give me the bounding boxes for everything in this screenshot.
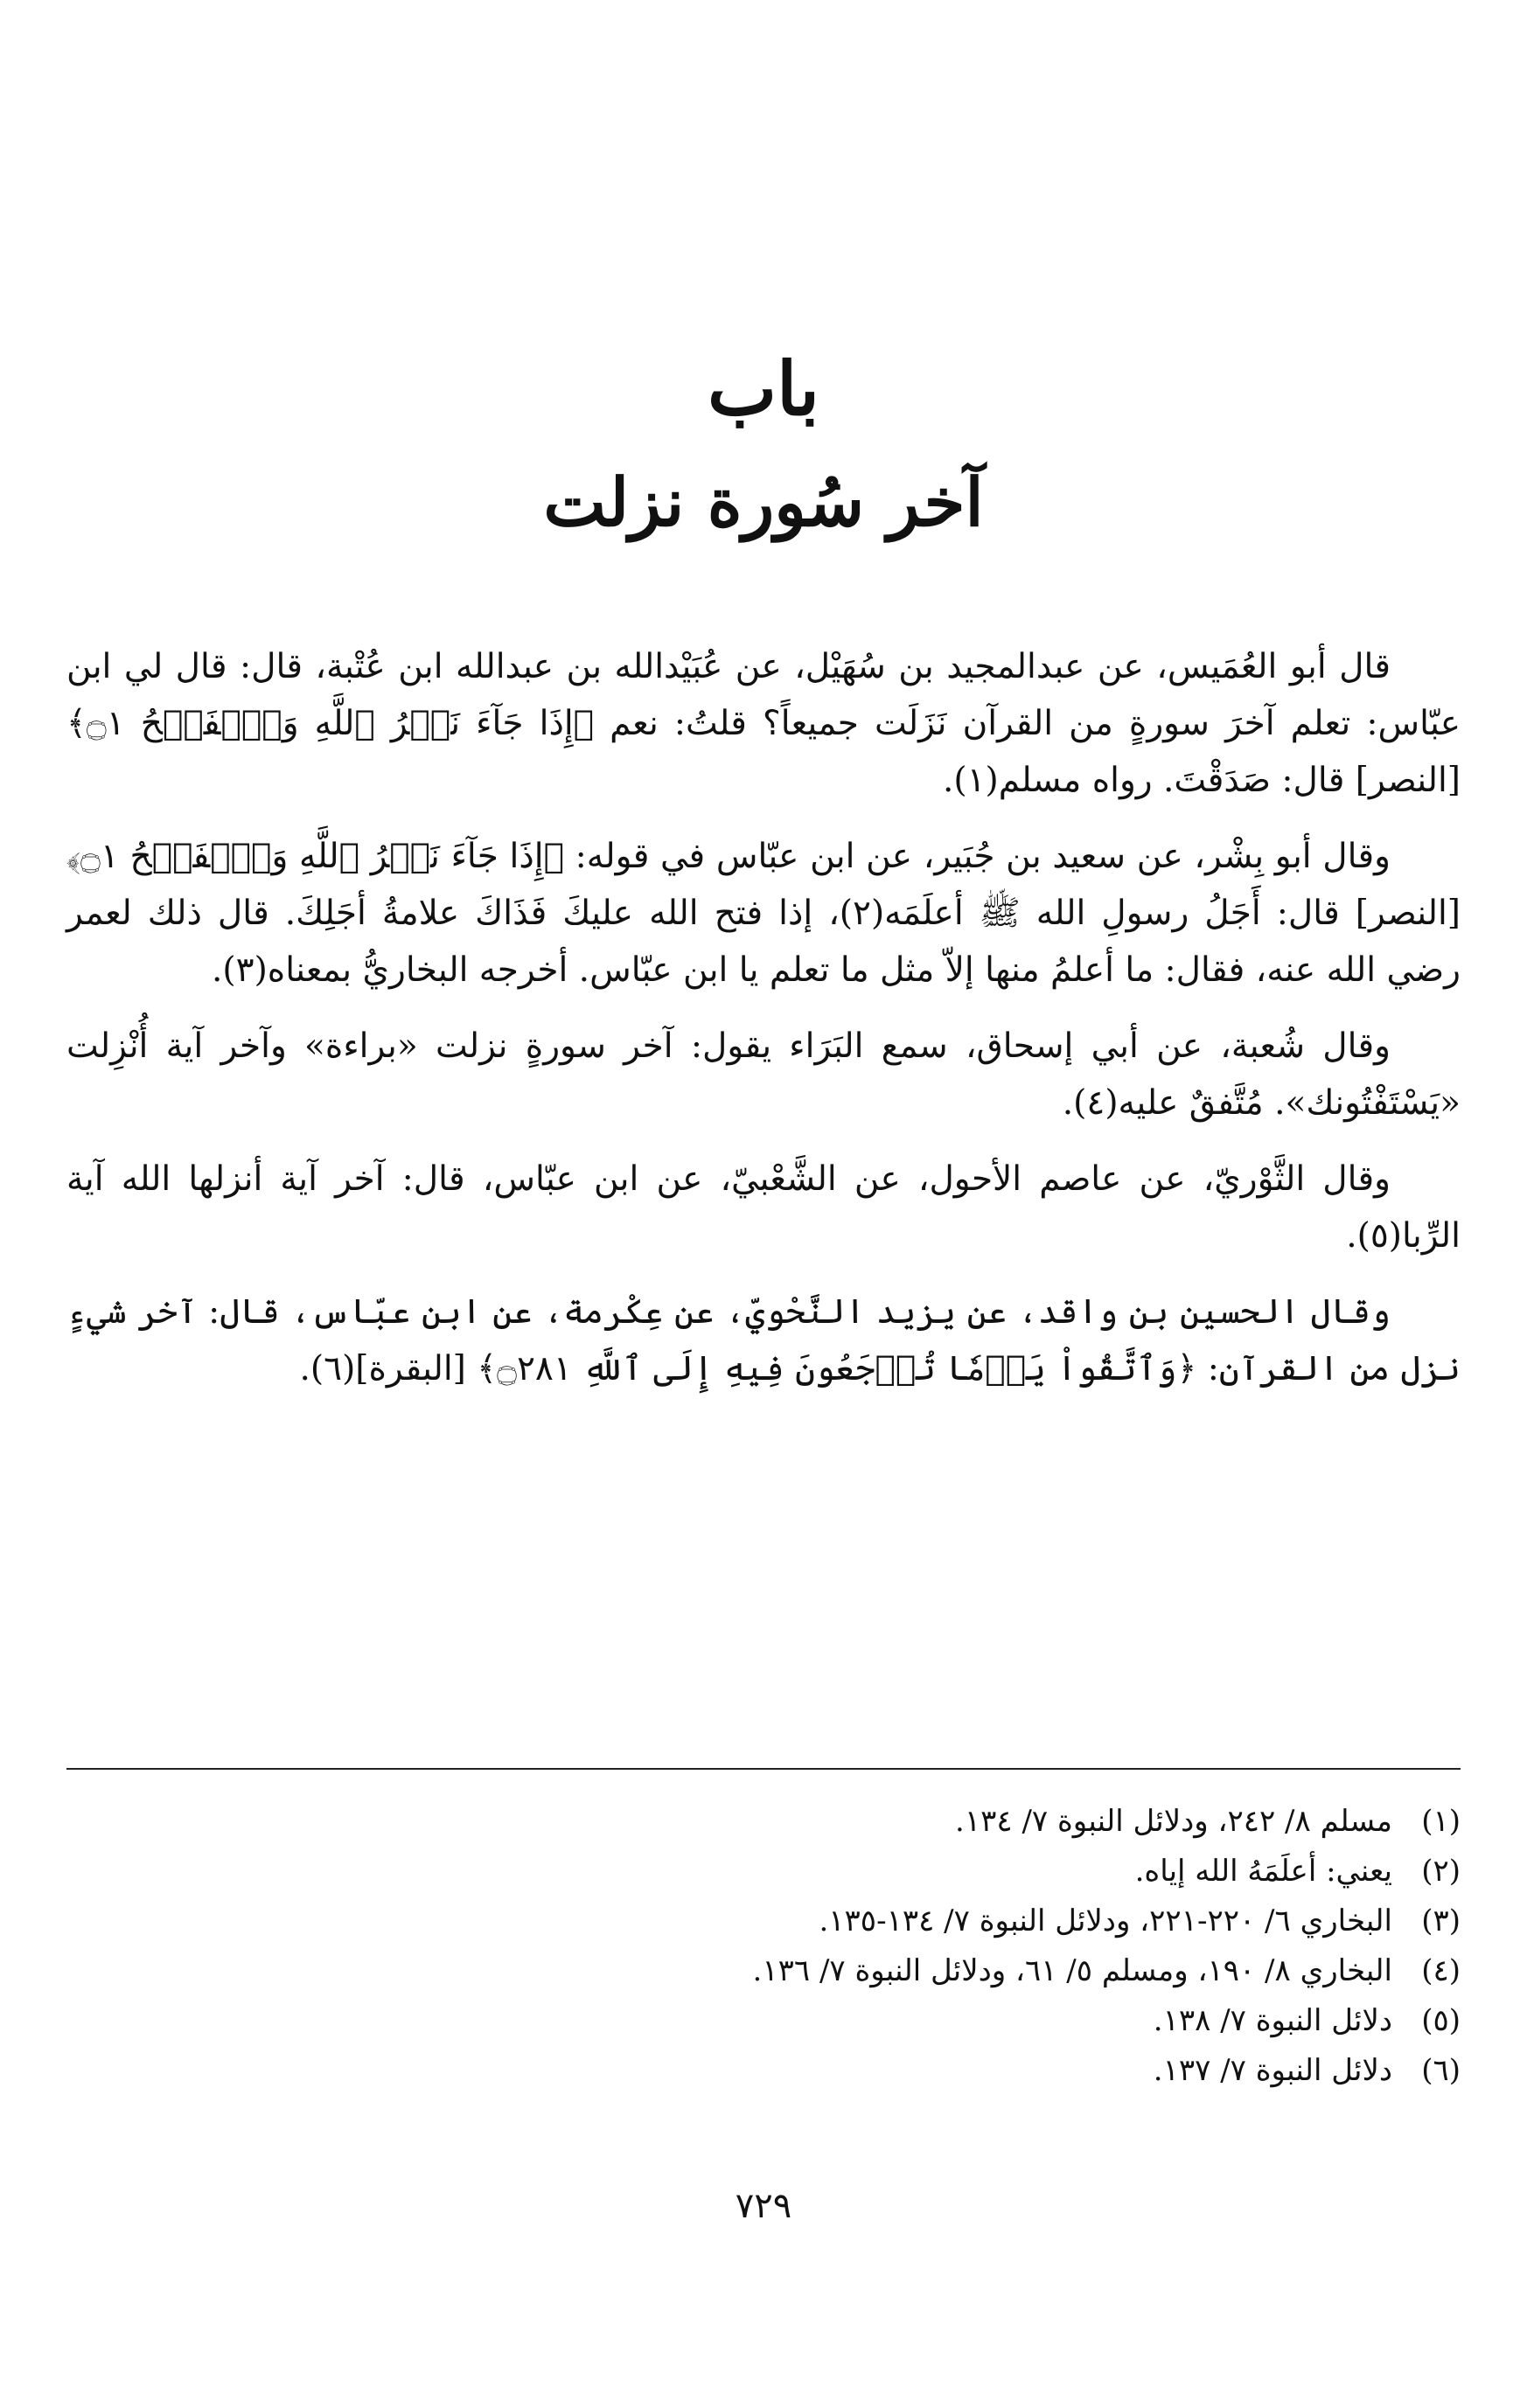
- footnotes: [66, 1797, 1461, 2096]
- footnote-number: (٢): [1421, 1854, 1461, 1889]
- chapter-heading: باب: [707, 345, 820, 432]
- paragraph: وقال أبو بِشْر، عن سعيد بن جُبَير، عن ابن عبّاس في قوله: ﴿إِذَا جَآءَ نَصۡرُ ٱللَّهِ وَٱلۡفَتۡحُ ۝١﴾ [النصر] قال: أَجَلُ رسولِ الله ﷺ أعلَمَه(٢)، إذا فتح الله عليكَ فَذَاكَ علامةُ أجَلِكَ. قال ذلك لعمر رضي الله عنه، فقال: ما أعلمُ منها إلاّ مثل ما تعلم يا ابن عبّاس. أخرجه البخاريُّ بمعناه(٣).: [66, 837, 1461, 990]
- paragraph: وقال الثَّوْريّ، عن عاصم الأحول، عن الشَّعْبيّ، عن ابن عبّاس، قال: آخر آية أنزلها الله آية الرِّبا(٥).: [66, 1159, 1461, 1256]
- footnote-text: يعني: أعلَمَهُ الله إياه.: [1134, 1854, 1392, 1889]
- main-text: [66, 638, 1461, 1416]
- footnote-number: (٤): [1421, 1953, 1461, 1988]
- footnote-number: (٦): [1421, 2053, 1461, 2088]
- footnote-text: البخاري ٨/ ١٩٠، ومسلم ٥/ ٦١، ودلائل النبوة ٧/ ١٣٦.: [752, 1953, 1392, 1988]
- chapter-subtitle: آخر سُورة نزلت: [543, 463, 984, 541]
- footnote-number: (٣): [1421, 1903, 1461, 1938]
- footnote: [66, 1797, 1461, 1847]
- footnote-divider: [66, 1768, 1461, 1770]
- footnote: [66, 1996, 1461, 2046]
- page-number: ٧٢٩: [735, 2186, 792, 2226]
- footnote: [66, 1946, 1461, 1996]
- footnote-number: (١): [1421, 1804, 1461, 1839]
- footnote: [66, 2046, 1461, 2096]
- footnote: [66, 1847, 1461, 1896]
- footnote-number: (٥): [1421, 2003, 1461, 2038]
- paragraph: وقال الحسين بن واقد، عن يزيد النَّحْويّ، عن عِكْرمة، عن ابن عبّاس، قال: آخر شيءٍ نزل من القرآن: ﴿وَٱتَّقُواْ يَوۡمٗا تُرۡجَعُونَ فِيهِ إِلَى ٱللَّهِ ۝٢٨١﴾ [البقرة](٦).: [66, 1292, 1461, 1388]
- paragraph: قال أبو العُمَيس، عن عبدالمجيد بن سُهَيْل، عن عُبَيْدالله بن عبدالله ابن عُتْبة، قال: قال لي ابن عبّاس: تعلم آخرَ سورةٍ من القرآن نَزَلَت جميعاً؟ قلتُ: نعم ﴿إِذَا جَآءَ نَصۡرُ ٱللَّهِ وَٱلۡفَتۡحُ ۝١﴾ [النصر] قال: صَدَقْتَ. رواه مسلم(١).: [66, 647, 1461, 800]
- footnote: [66, 1896, 1461, 1946]
- paragraph: وقال شُعبة، عن أبي إسحاق، سمع البَرَاء يقول: آخر سورةٍ نزلت «براءة» وآخر آية أُنْزِلت «يَسْتَفْتُونك». مُتَّفقٌ عليه(٤).: [66, 1027, 1461, 1123]
- footnote-text: دلائل النبوة ٧/ ١٣٨.: [1153, 2003, 1392, 2038]
- footnote-text: البخاري ٦/ ٢٢٠-٢٢١، ودلائل النبوة ٧/ ١٣٤-١٣٥.: [819, 1903, 1392, 1938]
- footnote-text: دلائل النبوة ٧/ ١٣٧.: [1153, 2053, 1392, 2088]
- footnote-text: مسلم ٨/ ٢٤٢، ودلائل النبوة ٧/ ١٣٤.: [955, 1804, 1392, 1839]
